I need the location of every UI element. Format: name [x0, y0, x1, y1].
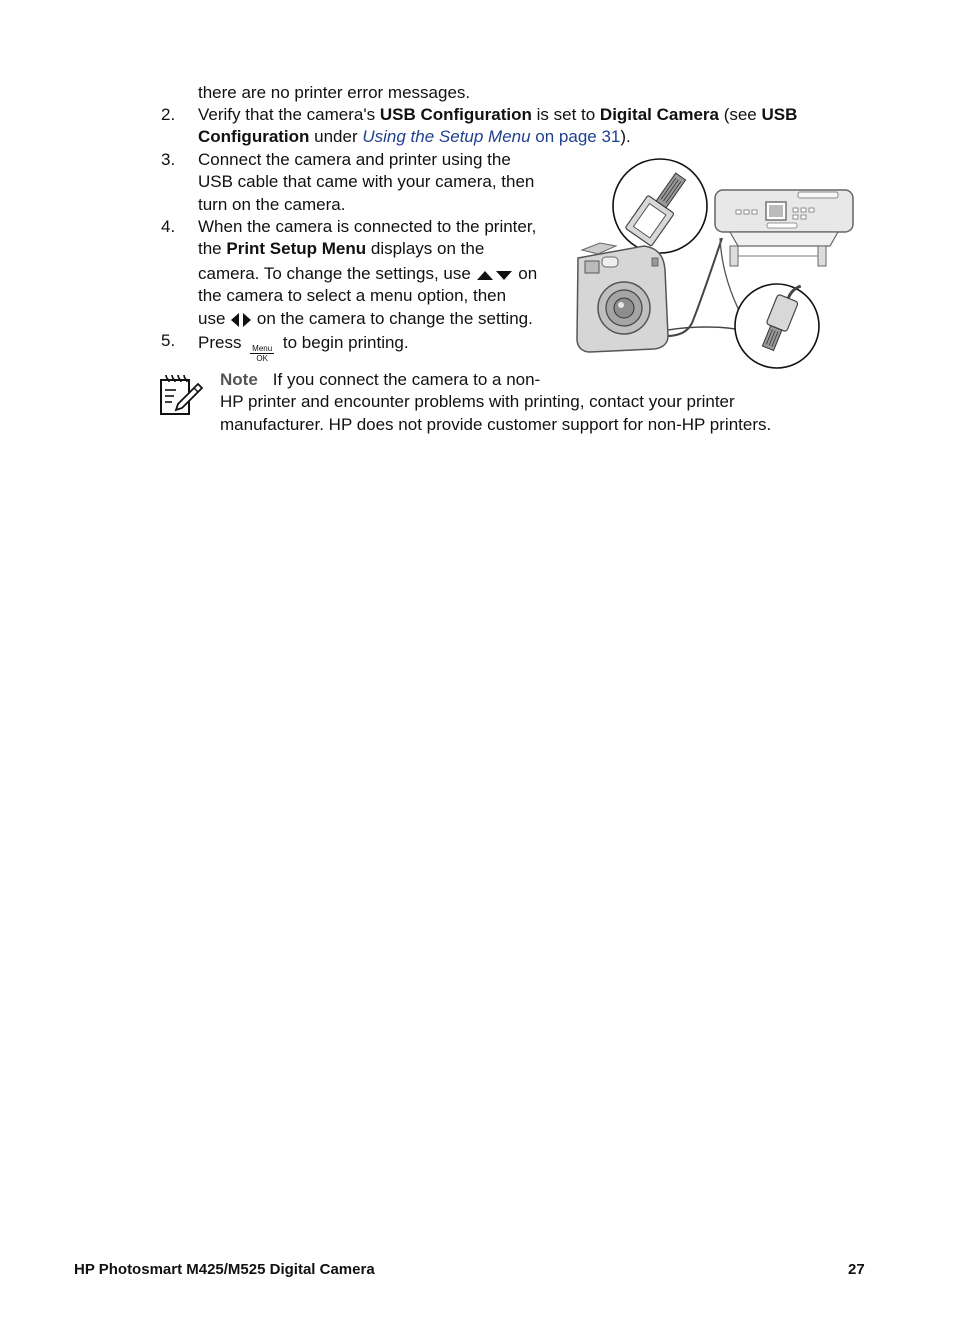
text: use: [198, 309, 231, 328]
footer-title: HP Photosmart M425/M525 Digital Camera: [74, 1261, 375, 1278]
ok-label: OK: [256, 354, 268, 363]
text: camera. To change the settings, use: [198, 264, 476, 283]
usb-term: USB: [761, 105, 798, 124]
step3-line1: Connect the camera and printer using the: [198, 150, 511, 169]
printer-icon: [715, 190, 853, 266]
note-label: Note: [220, 370, 258, 389]
menu-label: Menu: [252, 344, 273, 353]
text: Press: [198, 333, 247, 352]
step4-line3: [198, 263, 537, 285]
step4-line2: [198, 238, 484, 260]
camera-icon: [577, 243, 668, 352]
step2-number: 2.: [161, 105, 176, 124]
configuration-term: Configuration: [198, 127, 310, 146]
step2-line2: [198, 126, 631, 148]
mini-usb-connector-zoom-icon: [735, 279, 819, 368]
print-setup-menu-term: Print Setup Menu: [226, 239, 367, 258]
step1-continuation: there are no printer error messages.: [198, 83, 471, 102]
link-italic-text: Using the Setup Menu: [362, 127, 531, 146]
note-line1: [220, 369, 540, 391]
text: on: [513, 264, 538, 283]
note-pencil-icon: [158, 372, 204, 418]
usb-a-connector-zoom-icon: [613, 159, 707, 253]
up-down-arrows-icon: [476, 269, 514, 281]
menu-ok-button-icon: [248, 344, 276, 363]
step4-line4: the camera to select a menu option, then: [198, 286, 507, 305]
step5-line: [198, 332, 409, 363]
text: (see: [718, 105, 762, 124]
text: to begin printing.: [278, 333, 409, 352]
text: If you connect the camera to a non-: [272, 370, 541, 389]
note-line2: HP printer and encounter problems with printing, contact your printer: [220, 392, 735, 411]
page-number: 27: [848, 1261, 865, 1278]
note-line3: manufacturer. HP does not provide customer support for non-HP printers.: [220, 415, 772, 434]
step4-line1: When the camera is connected to the printer,: [198, 217, 537, 236]
digital-camera-term: Digital Camera: [599, 105, 719, 124]
step3-line2: USB cable that came with your camera, then: [198, 172, 535, 191]
link-page-text: on page 31: [530, 127, 621, 146]
step4-number: 4.: [161, 217, 176, 236]
text: ).: [620, 127, 631, 146]
camera-printer-connection-illustration: [572, 158, 864, 370]
text: under: [309, 127, 363, 146]
step5-number: 5.: [161, 331, 176, 350]
usb-configuration-term: USB Configuration: [379, 105, 532, 124]
setup-menu-link[interactable]: [362, 127, 620, 146]
left-right-arrows-icon: [230, 312, 252, 328]
text: Verify that the camera's: [198, 105, 380, 124]
text: displays on the: [366, 239, 485, 258]
step3-number: 3.: [161, 150, 176, 169]
step3-line3: turn on the camera.: [198, 195, 346, 214]
text: the: [198, 239, 227, 258]
step4-line5: [198, 308, 533, 330]
text: on the camera to change the setting.: [252, 309, 533, 328]
text: is set to: [531, 105, 600, 124]
step2-line1: [198, 104, 797, 126]
